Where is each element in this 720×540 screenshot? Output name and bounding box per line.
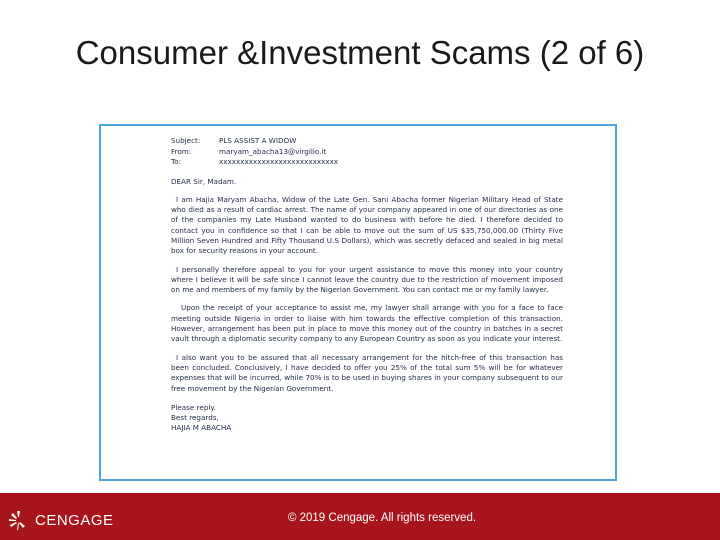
email-body	[171, 136, 563, 434]
email-paragraph: Upon the receipt of your acceptance to assist me, my lawyer shall arrange with you for a face to face meeting outside Nigeria in order to liaise with him towards the effective completion of this transaction. However, arrangement has been put in place to move this money out of the country in batches in a secret vault through a diplomatic security company to any European Country as soon as you indicate your interest.	[171, 303, 563, 344]
closing-line: Best regards,	[171, 413, 219, 423]
copyright-text: © 2019 Cengage. All rights reserved.	[287, 512, 477, 524]
email-header-subject	[171, 136, 563, 147]
header-value: PLS ASSIST A WIDOW	[219, 136, 297, 145]
signature: HAJIA M ABACHA	[171, 423, 232, 433]
logo-text: CENGAGE	[35, 511, 114, 529]
email-paragraph: I am Hajia Maryam Abacha, Widow of the Late Gen. Sani Abacha former Nigerian Military Head of State who died as a result of cardiac arrest. The name of your company appeared in one of our directories as one of the companies my Late Husband wanted to do business with before he died. I therefore decided to contact you in confidence so that I can be able to move out the sum of US $35,750,000.00 (Thirty Five Million Seven Hundred and Fifty Thousand U.S Dollars), which was secretly defaced and sealed in big metal box for security reasons in your account.	[171, 194, 563, 256]
slide-title: Consumer &Investment Scams (2 of 6)	[75, 34, 645, 71]
email-header-to	[171, 157, 563, 168]
email-paragraph: I also want you to be assured that all necessary arrangement for the hitch-free of this transaction has been concluded. Conclusively, I have decided to offer you 25% of the total sum 5% will be for whatever expenses that will be incurred, while 70% is to be used in buying shares in your company subsequent to our free movement by the Nigerian Government.	[171, 352, 563, 393]
closing-line: Please reply.	[171, 402, 216, 412]
email-greeting: DEAR Sir, Madam.	[171, 176, 237, 186]
header-label: To:	[171, 157, 181, 166]
email-header-from	[171, 147, 563, 158]
header-value: xxxxxxxxxxxxxxxxxxxxxxxxxxxx	[219, 157, 339, 166]
header-label: From:	[171, 146, 192, 156]
email-closing	[171, 403, 563, 434]
email-paragraph: I personally therefore appeal to you for your urgent assistance to move this money into your country where I believe it will be safe since I cannot leave the country due to the restriction of movement imposed on me and members of my family by the Nigerian Government. You can contact me or my family lawyer.	[171, 264, 563, 295]
header-value: maryam_abacha13@virgilio.it	[219, 146, 327, 156]
footer-bar	[0, 493, 720, 540]
email-screenshot	[99, 124, 617, 481]
header-label: Subject:	[171, 136, 201, 145]
